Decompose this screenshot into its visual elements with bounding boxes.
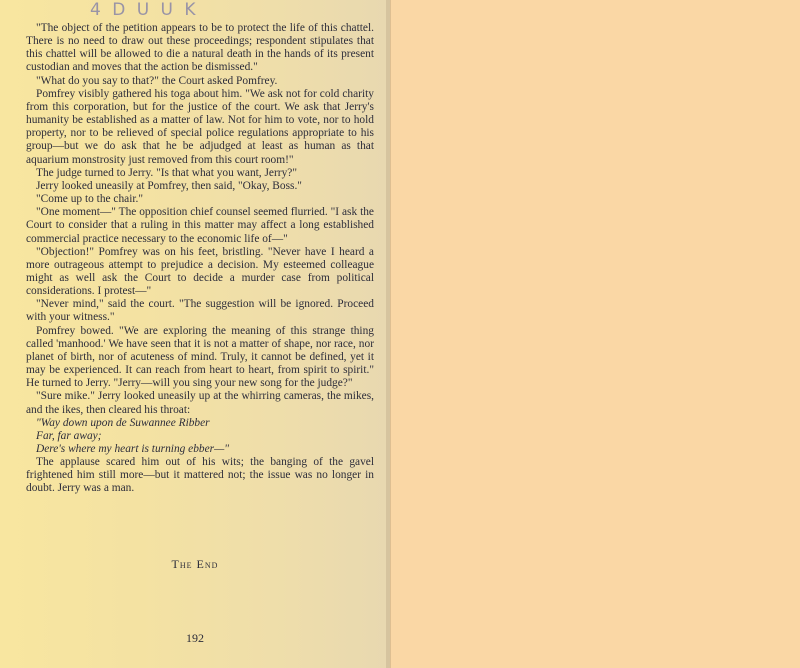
closing-paragraph: The applause scared him out of his wits; the banging of the gavel frightened him still more—but it mattered not; the issue was no longer in doubt. Jerry was a man.	[26, 456, 374, 495]
page-number: 192	[186, 631, 204, 645]
library-stamp: 4 D U U K	[90, 0, 199, 20]
paragraph: The judge turned to Jerry. "Is that what you want, Jerry?"	[36, 166, 297, 179]
paragraph: "What do you say to that?" the Court asked Pomfrey.	[36, 74, 278, 87]
paragraph: "Objection!" Pomfrey was on his feet, bristling. "Never have I heard a more outrageous attempt to prejudice a decision. My esteemed colleague might as well ask the Court to decide a murder case from political considerations. I protest—"	[26, 245, 374, 298]
paragraph: "Sure mike." Jerry looked uneasily up at the whirring cameras, the mikes, and the ikes, then cleared his throat:	[26, 390, 374, 416]
song-line: Far, far away;	[36, 429, 102, 442]
paragraph: Pomfrey bowed. "We are exploring the meaning of this strange thing called 'manhood.' We have seen that it is not a matter of shape, nor race, nor planet of birth, nor of acuteness of mind. Truly, it cannot be defined, yet it may be experienced. It can reach from heart to heart, from spirit to spirit." He turned to Jerry. "Jerry—will you sing your new song for the judge?"	[26, 324, 374, 390]
end-mark	[0, 557, 390, 572]
end-mark-text: The End	[171, 557, 219, 571]
paragraph: "Never mind," said the court. "The suggestion will be ignored. Proceed with your witness."	[26, 298, 374, 324]
paragraph: Jerry looked uneasily at Pomfrey, then said, "Okay, Boss."	[36, 179, 302, 192]
paragraph: "The object of the petition appears to be to protect the life of this chattel. There is no need to draw out these proceedings; respondent stipulates that this chattel will be allowed to die a natural death in the hands of its present custodian and moves that the action be dismissed."	[26, 22, 374, 74]
song-line: "Way down upon de Suwannee Ribber	[36, 416, 210, 429]
paragraph: "One moment—" The opposition chief counsel seemed flurried. "I ask the Court to consider that a ruling in this matter may affect a long established commercial practice necessary to the economic life of—"	[26, 206, 374, 245]
body-text	[26, 22, 374, 496]
book-page	[0, 0, 390, 668]
song-line: Dere's where my heart is turning ebber—"	[36, 443, 230, 455]
paragraph: Pomfrey visibly gathered his toga about him. "We ask not for cold charity from this corporation, but for the justice of the court. We ask that Jerry's humanity be established as a matter of law. Not for him to vote, nor to hold property, nor to be relieved of special police regulations appropriate to his group—but we do ask that he be adjudged at least as human as that aquarium monstrosity just removed from this court room!"	[26, 87, 374, 166]
paragraph: "Come up to the chair."	[36, 193, 144, 206]
